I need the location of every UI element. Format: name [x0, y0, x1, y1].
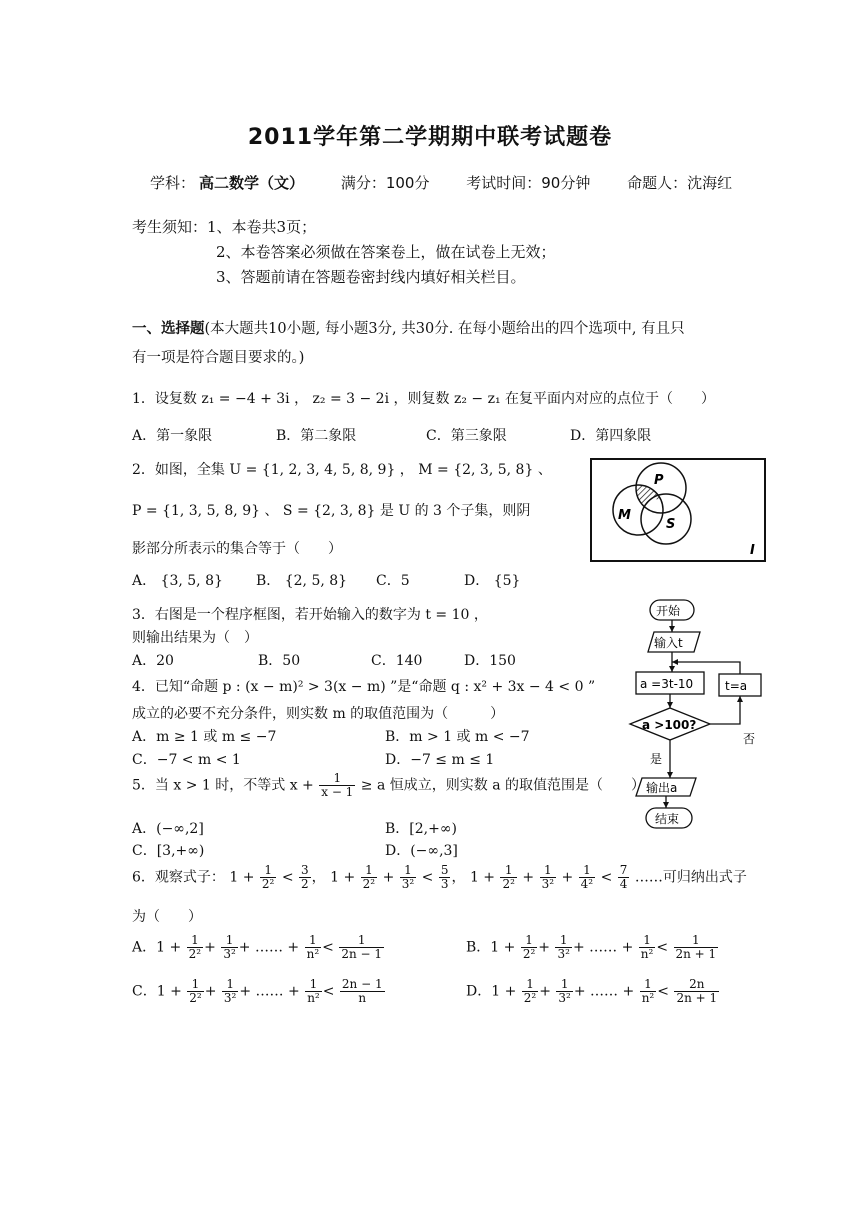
- den: 2²: [523, 991, 537, 1005]
- den: 2²: [362, 877, 376, 891]
- q6-option-d: [466, 978, 720, 1005]
- q6-e2-f2: [400, 864, 416, 891]
- num: 1: [187, 978, 203, 992]
- q4-line-2: 成立的必要不充分条件，则实数 m 的取值范围为（ ）: [132, 706, 505, 722]
- num: 1: [305, 978, 322, 992]
- num: 1: [305, 934, 322, 948]
- q2-option-b: B． {2, 5, 8}: [256, 573, 348, 589]
- den: 3²: [223, 991, 237, 1005]
- den: 3²: [541, 877, 555, 891]
- num: 1: [540, 864, 556, 878]
- den: 3²: [401, 877, 415, 891]
- num: 5: [440, 863, 449, 877]
- p: +: [539, 983, 551, 1000]
- notice-line-1: 考生须知：1、本卷共3页；: [132, 218, 317, 236]
- den: 2²: [502, 877, 515, 891]
- num: 1: [639, 934, 656, 948]
- q2-line-2: P = {1, 3, 5, 8, 9} 、 S = {2, 3, 8} 是 U 的 3 个子集，则阴: [132, 503, 531, 519]
- venn-label-m: M: [618, 508, 631, 523]
- q1-option-d: D．第四象限: [570, 428, 652, 444]
- exam-meta: [150, 172, 736, 193]
- num: 1: [579, 864, 595, 878]
- label: C．: [132, 983, 157, 1000]
- dots: + …… +: [239, 983, 300, 1000]
- den: 2²: [189, 991, 202, 1005]
- q5-frac-den: x − 1: [321, 785, 354, 799]
- section-title: 一、选择题: [132, 320, 205, 337]
- full-score: 满分：100分: [340, 174, 430, 192]
- den: 3²: [558, 991, 571, 1005]
- flow-yes-label: 是: [650, 752, 663, 766]
- num: 1: [339, 934, 384, 948]
- q6-e2-plus: +: [382, 869, 395, 886]
- dots: + …… +: [573, 983, 635, 1000]
- flow-end-text: 结束: [655, 812, 680, 826]
- den: 2²: [188, 947, 202, 961]
- den: n²: [307, 991, 320, 1005]
- notice-line-3: 3、答题前请在答题卷密封线内填好相关栏目。: [216, 268, 526, 286]
- q5-pre: 5．当 x > 1 时，不等式 x +: [132, 777, 314, 794]
- section-desc-2: 有一项是符合题目要求的。): [132, 350, 305, 366]
- q3-line-2: 则输出结果为（ ）: [132, 630, 258, 646]
- q2-option-c: C．5: [376, 573, 410, 589]
- q6-e2-f1: [361, 864, 377, 891]
- q5-fraction: [319, 772, 355, 799]
- venn-label-p: P: [654, 473, 664, 488]
- q2-option-a: A． {3, 5, 8}: [132, 573, 223, 589]
- author: 命题人：沈海红: [627, 174, 733, 192]
- den: 4²: [580, 877, 594, 891]
- q3-option-a: A．20: [132, 653, 174, 669]
- num: 1: [640, 978, 657, 992]
- label: B．: [466, 939, 491, 956]
- venn-label-s: S: [666, 517, 676, 532]
- q1-option-a: A．第一象限: [132, 428, 213, 444]
- label: D．: [466, 983, 492, 1000]
- subject: 高二数学（文）: [199, 174, 305, 192]
- venn-label-i: I: [750, 543, 755, 558]
- den: 2²: [261, 877, 275, 891]
- flow-no-label: 否: [743, 732, 756, 746]
- q6-option-c: [132, 978, 386, 1005]
- q6-e1-f1: [260, 864, 276, 891]
- den: 3: [440, 877, 449, 891]
- q6-pre: 6．观察式子：: [132, 869, 225, 886]
- q5-option-a: A．(−∞,2]: [132, 821, 204, 837]
- q1-option-c: C．第三象限: [426, 428, 507, 444]
- num: 1: [222, 978, 238, 992]
- notice-line-2: 2、本卷答案必须做在答案卷上，做在试卷上无效；: [216, 243, 556, 261]
- q4-option-c: C．−7 < m < 1: [132, 752, 241, 768]
- q6-tail: ……可归纳出式子: [634, 869, 747, 886]
- q4-option-d: D．−7 ≤ m ≤ 1: [385, 752, 495, 768]
- q6-e1-rhs: [299, 864, 311, 891]
- num: 1: [522, 978, 538, 992]
- q6-option-b: [466, 934, 719, 961]
- num: 1: [500, 864, 516, 878]
- q2-option-d: D． {5}: [464, 573, 521, 589]
- flow-start-text: 开始: [656, 604, 681, 618]
- q6-option-a: [132, 934, 385, 961]
- den: 2n − 1: [341, 947, 383, 961]
- q4-line-1: 4．已知“命题 p : (x − m)² > 3(x − m) ”是“命题 q : x² + 3x − 4 < 0 ”: [132, 679, 596, 695]
- den: 4: [619, 877, 628, 891]
- q6-stem: 6．观察式子： 1 + $\frac{1}{\text{2²}}$ < $\frac{3}{2}$ ， 1 + $\frac{1}{\text{2²}}$ + $\frac{1}{\text{3²}}$ < $\frac{5}{3}$ ， 1 + $\frac{1}{\text{2²}}$ + $\frac{1}{\text{3²}}$ + $\frac{1}{\text{4²}}$ < $\frac{7}{4}$ ……可归纳出式子: [132, 863, 747, 891]
- num: 7: [619, 863, 628, 877]
- lt: <: [657, 983, 669, 1000]
- num: 1: [187, 934, 203, 948]
- lt: <: [322, 939, 334, 956]
- p: +: [204, 939, 216, 956]
- q3-line-1: 3．右图是一个程序框图，若开始输入的数字为 t = 10 ，: [132, 607, 488, 623]
- den: 3²: [557, 947, 570, 961]
- den: n²: [640, 947, 654, 961]
- dots: + …… +: [238, 939, 300, 956]
- s: 1 +: [490, 939, 516, 956]
- flow-update-text: t=a: [725, 679, 748, 693]
- num: 3: [301, 863, 309, 877]
- num: 1: [260, 864, 276, 878]
- flow-input-text: 输入t: [654, 636, 683, 650]
- q5-stem: [132, 772, 645, 799]
- den: 2n + 1: [676, 991, 718, 1005]
- exam-time: 考试时间：90分钟: [466, 174, 591, 192]
- num: 1: [556, 978, 572, 992]
- lt: <: [656, 939, 669, 956]
- q6-e3-f3: [579, 864, 595, 891]
- q6-e3-f1: [500, 864, 516, 891]
- den: n²: [306, 947, 320, 961]
- q4-option-a: A．m ≥ 1 或 m ≤ −7: [132, 729, 277, 745]
- den: 2²: [522, 947, 536, 961]
- num: 1: [674, 934, 719, 948]
- q5-post: ≥ a 恒成立，则实数 a 的取值范围是（ ）: [360, 777, 646, 794]
- q6-e3-plus2: +: [561, 869, 574, 886]
- s: 1 +: [156, 939, 182, 956]
- p: +: [538, 939, 551, 956]
- num: 2n − 1: [341, 977, 383, 991]
- den: 2n + 1: [675, 947, 717, 961]
- label: A．: [132, 939, 157, 956]
- page-title: 2011学年第二学期期中联考试题卷: [247, 125, 613, 150]
- q5-option-d: D．(−∞,3]: [385, 843, 458, 859]
- q6-e2-a: 1 +: [330, 869, 356, 886]
- q6-e2-lt: <: [421, 869, 434, 886]
- q3-option-c: C．140: [371, 653, 423, 669]
- q6-e3-rhs: [618, 864, 630, 891]
- q6-e3-a: 1 +: [469, 869, 496, 886]
- q1-option-b: B．第二象限: [276, 428, 357, 444]
- q6-e3-lt: <: [600, 869, 613, 886]
- num: 2n: [674, 978, 719, 992]
- flow-cond-text: a >100?: [642, 718, 697, 732]
- q6-e2-rhs: [439, 864, 451, 891]
- den: 2: [301, 877, 309, 891]
- q2-line-3: 影部分所表示的集合等于（ ）: [132, 541, 342, 557]
- num: 1: [521, 934, 537, 948]
- num: 1: [400, 864, 416, 878]
- s: 1 +: [491, 983, 517, 1000]
- q3-option-b: B．50: [258, 653, 301, 669]
- section-heading: [132, 317, 685, 338]
- q6-e1-lt: <: [281, 869, 294, 886]
- subject-label: 学科：: [150, 174, 196, 192]
- q1-stem: 1．设复数 z₁ = −4 + 3i ， z₂ = 3 − 2i ，则复数 z₂ − z₁ 在复平面内对应的点位于（ ）: [132, 391, 716, 407]
- num: 1: [555, 934, 571, 948]
- num: 1: [221, 934, 237, 948]
- flow-output-text: 输出a: [646, 781, 678, 795]
- q6-e3-plus1: +: [522, 869, 535, 886]
- q3-option-d: D．150: [464, 653, 516, 669]
- flow-assign-text: a =3t-10: [640, 677, 694, 691]
- q6-e1-a: 1 +: [229, 869, 255, 886]
- s: 1 +: [156, 983, 182, 1000]
- q5-option-c: C．[3,+∞): [132, 843, 205, 859]
- den: n: [358, 991, 367, 1005]
- q5-option-b: B．[2,+∞): [385, 821, 457, 837]
- q2-line-1: 2．如图，全集 U = {1, 2, 3, 4, 5, 8, 9} ， M = {2, 3, 5, 8} 、: [132, 462, 552, 478]
- q6-line-2: 为（ ）: [132, 909, 202, 925]
- venn-diagram: [590, 458, 766, 562]
- num: 1: [361, 864, 377, 878]
- den: n²: [641, 991, 655, 1005]
- lt: <: [322, 983, 335, 1000]
- q5-frac-num: 1: [319, 772, 355, 786]
- q6-e3-f2: [540, 864, 556, 891]
- den: 3²: [223, 947, 236, 961]
- q4-option-b: B．m > 1 或 m < −7: [385, 729, 530, 745]
- p: +: [204, 983, 217, 1000]
- section-desc: (本大题共10小题, 每小题3分, 共30分. 在每小题给出的四个选项中, 有且只: [204, 321, 685, 337]
- dots: + …… +: [572, 939, 634, 956]
